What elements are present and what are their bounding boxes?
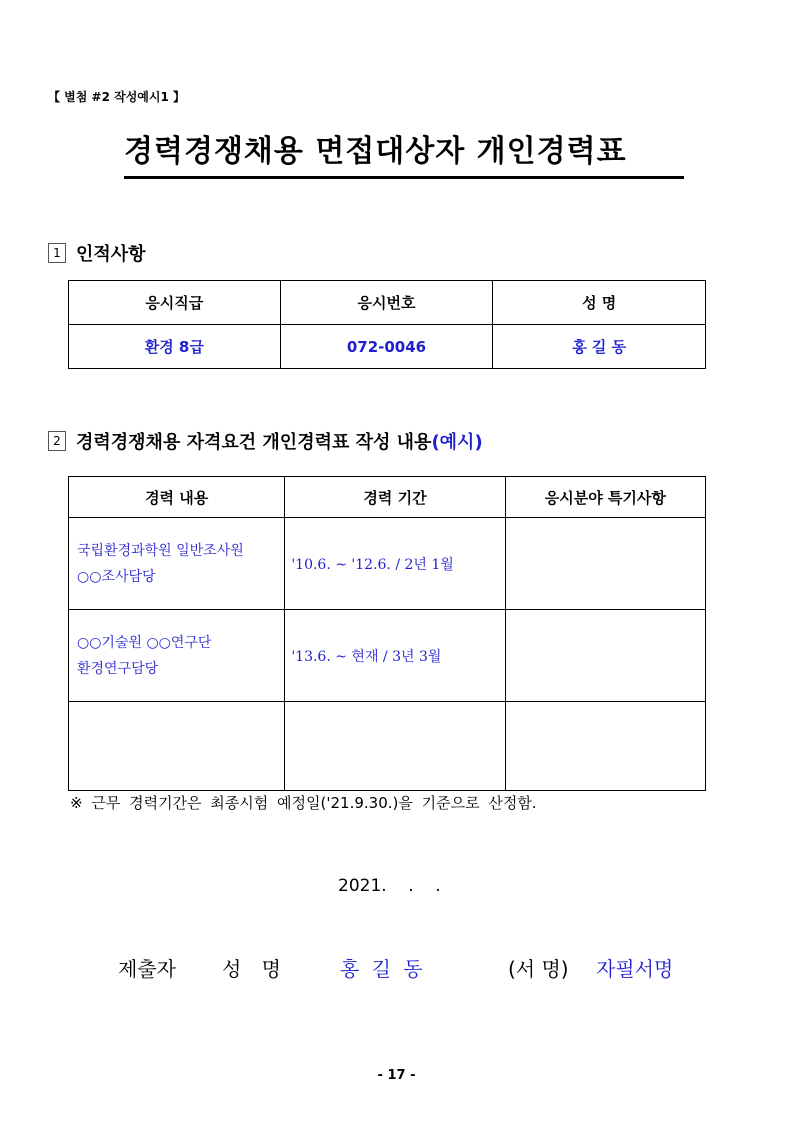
sign-label: (서 명) (508, 957, 569, 981)
value-position: 환경 8급 (69, 325, 281, 369)
name-value: 홍 길 동 (340, 957, 423, 981)
footnote: ※ 근무 경력기간은 최종시험 예정일('21.9.30.)을 기준으로 산정함. (70, 794, 537, 812)
value-exam-number: 072-0046 (280, 325, 493, 369)
page-title: 경력경쟁채용 면접대상자 개인경력표 (124, 128, 684, 179)
header-position: 응시직급 (69, 281, 281, 325)
header-special-notes: 응시분야 특기사항 (505, 477, 705, 518)
page-number: - 17 - (377, 1068, 416, 1083)
table-row-empty (69, 702, 706, 791)
career-content-line2: 환경연구담당 (77, 660, 159, 677)
career-period-cell: '13.6. ~ 현재 / 3년 3월 (285, 610, 505, 702)
section-2-title: 경력경쟁채용 자격요건 개인경력표 작성 내용 (76, 432, 432, 453)
section-1-heading (48, 240, 146, 266)
name-label: 성 명 (222, 957, 281, 981)
header-exam-number: 응시번호 (280, 281, 493, 325)
header-career-period: 경력 기간 (285, 477, 505, 518)
special-notes-cell (505, 702, 705, 791)
special-notes-cell (505, 518, 705, 610)
header-name: 성 명 (493, 281, 706, 325)
career-content-line1: 국립환경과학원 일반조사원 (77, 542, 244, 559)
career-table (68, 476, 706, 791)
table-row (69, 325, 706, 369)
career-content-cell (69, 610, 285, 702)
submission-date: 2021. . . (338, 876, 441, 896)
career-content-cell (69, 702, 285, 791)
sign-value: 자필서명 (596, 957, 674, 981)
career-content-line2: ○○조사담당 (77, 568, 156, 585)
header-career-content: 경력 내용 (69, 477, 285, 518)
annex-label: 【 별첨 #2 작성예시1 】 (48, 90, 186, 104)
special-notes-cell (505, 610, 705, 702)
section-1-title: 인적사항 (76, 244, 146, 265)
section-2-heading (48, 428, 483, 454)
personal-info-table (68, 280, 706, 369)
submitter-label: 제출자 (118, 957, 176, 981)
career-period-cell: '10.6. ~ '12.6. / 2년 1월 (285, 518, 505, 610)
section-1-number: 1 (48, 243, 66, 263)
career-period-cell (285, 702, 505, 791)
table-header-row (69, 281, 706, 325)
table-row (69, 518, 706, 610)
career-content-line1: ○○기술원 ○○연구단 (77, 634, 212, 651)
section-2-number: 2 (48, 431, 66, 451)
table-row (69, 610, 706, 702)
section-2-highlight: (예시) (431, 432, 483, 453)
career-content-cell (69, 518, 285, 610)
table-header-row (69, 477, 706, 518)
value-name: 홍 길 동 (493, 325, 706, 369)
